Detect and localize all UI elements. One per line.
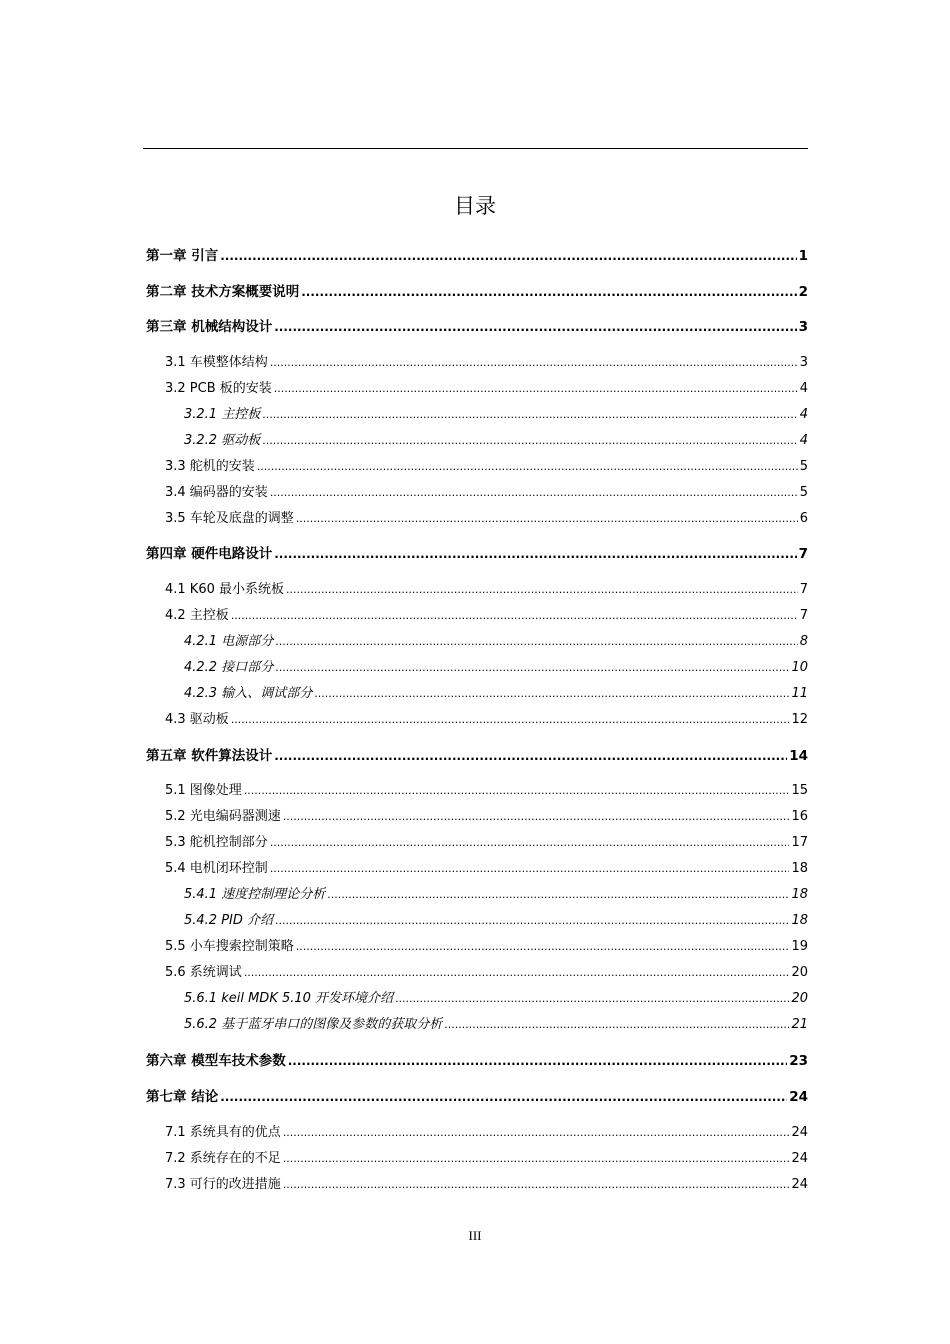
dot-leader: [286, 580, 798, 600]
toc-entry-chapter-4[interactable]: [146, 544, 808, 564]
dot-leader: [301, 282, 796, 302]
dot-leader: [275, 911, 789, 931]
toc-entry-label: 第七章 结论: [146, 1089, 219, 1105]
toc-entry-subsection[interactable]: [184, 989, 808, 1009]
page-title: 目录: [454, 194, 496, 218]
toc-entry-section[interactable]: [165, 1149, 808, 1169]
toc-entry-label: 3.2.1 主控板: [184, 407, 261, 422]
toc-entry-page: 2: [798, 284, 808, 300]
toc-entry-label: 5.6.1 keil MDK 5.10 开发环境介绍: [184, 991, 394, 1006]
toc-entry-label: 3.5 车轮及底盘的调整: [165, 511, 294, 526]
dot-leader: [296, 509, 798, 529]
toc-entry-section[interactable]: [165, 580, 808, 600]
toc-entry-section[interactable]: [165, 509, 808, 529]
toc-entry-page: 6: [799, 511, 808, 526]
toc-entry-page: 8: [799, 634, 808, 649]
toc-entry-label: 4.3 驱动板: [165, 712, 229, 727]
toc-entry-chapter-3[interactable]: [146, 317, 808, 337]
toc-entry-page: 18: [791, 887, 808, 902]
toc-entry-label: 4.2.3 输入、调试部分: [184, 686, 313, 701]
toc-entry-label: 5.4.2 PID 介绍: [184, 913, 274, 928]
page-number: III: [468, 1228, 482, 1243]
dot-leader: [270, 483, 798, 503]
toc-entry-page: 14: [789, 748, 808, 764]
toc-entry-label: 5.2 光电编码器测速: [165, 809, 281, 824]
toc-entry-label: 7.3 可行的改进措施: [165, 1177, 281, 1192]
toc-entry-chapter-2[interactable]: [146, 282, 808, 302]
toc-entry-chapter-6[interactable]: [146, 1051, 808, 1071]
toc-entry-section[interactable]: [165, 833, 808, 853]
toc-entry-page: 3: [799, 355, 808, 370]
toc-entry-subsection[interactable]: [184, 658, 808, 678]
dot-leader: [327, 885, 789, 905]
toc-entry-subsection[interactable]: [184, 1015, 808, 1035]
toc-entry-label: 5.4 电机闭环控制: [165, 861, 268, 876]
toc-entry-page: 20: [791, 965, 808, 980]
toc-entry-label: 第五章 软件算法设计: [146, 748, 273, 764]
dot-leader: [244, 963, 790, 983]
toc-entry-label: 5.3 舵机控制部分: [165, 835, 268, 850]
toc-entry-page: 4: [799, 407, 808, 422]
toc-entry-label: 4.2 主控板: [165, 608, 229, 623]
toc-entry-label: 7.1 系统具有的优点: [165, 1125, 281, 1140]
dot-leader: [314, 684, 789, 704]
toc-entry-page: 3: [798, 319, 808, 335]
toc-entry-label: 第四章 硬件电路设计: [146, 546, 273, 562]
dot-leader: [274, 317, 796, 337]
dot-leader: [270, 859, 790, 879]
toc-entry-page: 21: [791, 1017, 808, 1032]
toc-entry-page: 18: [791, 861, 808, 876]
dot-leader: [283, 1123, 790, 1143]
dot-leader: [283, 1175, 790, 1195]
toc-entry-page: 7: [798, 546, 808, 562]
toc-entry-page: 17: [791, 835, 808, 850]
toc-entry-label: 3.1 车模整体结构: [165, 355, 268, 370]
toc-entry-label: 第三章 机械结构设计: [146, 319, 273, 335]
toc-entry-label: 第六章 模型车技术参数: [146, 1053, 286, 1069]
toc-entry-page: 20: [791, 991, 808, 1006]
dot-leader: [262, 431, 798, 451]
toc-entry-chapter-5[interactable]: [146, 746, 808, 766]
toc-entry-page: 5: [799, 485, 808, 500]
dot-leader: [262, 405, 798, 425]
toc-entry-section[interactable]: [165, 457, 808, 477]
dot-leader: [395, 989, 789, 1009]
toc-entry-section[interactable]: [165, 781, 808, 801]
toc-entry-page: 24: [791, 1177, 808, 1192]
toc-entry-subsection[interactable]: [184, 632, 808, 652]
dot-leader: [275, 632, 798, 652]
toc-entry-label: 3.3 舵机的安装: [165, 459, 255, 474]
toc-entry-subsection[interactable]: [184, 885, 808, 905]
toc-entry-page: 24: [791, 1151, 808, 1166]
dot-leader: [444, 1015, 789, 1035]
toc-entry-label: 5.4.1 速度控制理论分析: [184, 887, 326, 902]
dot-leader: [274, 544, 796, 564]
dot-leader: [274, 746, 787, 766]
toc-entry-subsection[interactable]: [184, 431, 808, 451]
toc-entry-label: 5.5 小车搜索控制策略: [165, 939, 294, 954]
toc-entry-page: 15: [791, 783, 808, 798]
toc-entry-label: 5.1 图像处理: [165, 783, 242, 798]
toc-entry-page: 10: [791, 660, 808, 675]
toc-entry-section[interactable]: [165, 710, 808, 730]
dot-leader: [270, 353, 798, 373]
dot-leader: [283, 1149, 790, 1169]
toc-entry-section[interactable]: [165, 963, 808, 983]
toc-entry-chapter-7[interactable]: [146, 1087, 808, 1107]
dot-leader: [231, 606, 798, 626]
toc-entry-page: 24: [791, 1125, 808, 1140]
toc-entry-page: 4: [799, 381, 808, 396]
dot-leader: [275, 658, 789, 678]
toc-entry-section[interactable]: [165, 1123, 808, 1143]
toc-entry-page: 4: [799, 433, 808, 448]
toc-entry-subsection[interactable]: [184, 405, 808, 425]
toc-entry-label: 5.6.2 基于蓝牙串口的图像及参数的获取分析: [184, 1017, 443, 1032]
dot-leader: [220, 1087, 787, 1107]
toc-entry-label: 第一章 引言: [146, 248, 219, 264]
toc-entry-label: 3.4 编码器的安装: [165, 485, 268, 500]
dot-leader: [274, 379, 798, 399]
toc-entry-subsection[interactable]: [184, 911, 808, 931]
toc-entry-section[interactable]: [165, 859, 808, 879]
toc-entry-page: 7: [799, 608, 808, 623]
dot-leader: [270, 833, 790, 853]
toc-entry-section[interactable]: [165, 807, 808, 827]
toc-entry-label: 4.2.1 电源部分: [184, 634, 274, 649]
toc-entry-page: 19: [791, 939, 808, 954]
dot-leader: [283, 807, 790, 827]
toc-entry-chapter-1[interactable]: [146, 246, 808, 266]
toc-entry-label: 4.2.2 接口部分: [184, 660, 274, 675]
dot-leader: [296, 937, 790, 957]
toc-entry-page: 1: [798, 248, 808, 264]
dot-leader: [288, 1051, 788, 1071]
toc-entry-label: 3.2 PCB 板的安装: [165, 381, 272, 396]
toc-entry-section[interactable]: [165, 1175, 808, 1195]
toc-entry-section[interactable]: [165, 606, 808, 626]
dot-leader: [244, 781, 790, 801]
toc-entry-label: 7.2 系统存在的不足: [165, 1151, 281, 1166]
toc-entry-page: 5: [799, 459, 808, 474]
toc-entry-label: 3.2.2 驱动板: [184, 433, 261, 448]
toc-entry-page: 11: [791, 686, 808, 701]
toc-entry-subsection[interactable]: [184, 684, 808, 704]
dot-leader: [257, 457, 798, 477]
toc-entry-section[interactable]: [165, 937, 808, 957]
toc-entry-label: 第二章 技术方案概要说明: [146, 284, 300, 300]
toc-entry-label: 5.6 系统调试: [165, 965, 242, 980]
toc-entry-page: 7: [799, 582, 808, 597]
toc-entry-page: 12: [791, 712, 808, 727]
toc-entry-page: 24: [789, 1089, 808, 1105]
dot-leader: [220, 246, 796, 266]
toc-entry-section[interactable]: [165, 483, 808, 503]
toc-entry-page: 18: [791, 913, 808, 928]
toc-entry-section[interactable]: [165, 353, 808, 373]
toc-entry-page: 16: [791, 809, 808, 824]
dot-leader: [231, 710, 790, 730]
toc-entry-section[interactable]: [165, 379, 808, 399]
toc-entry-label: 4.1 K60 最小系统板: [165, 582, 285, 597]
toc-entry-page: 23: [789, 1053, 808, 1069]
